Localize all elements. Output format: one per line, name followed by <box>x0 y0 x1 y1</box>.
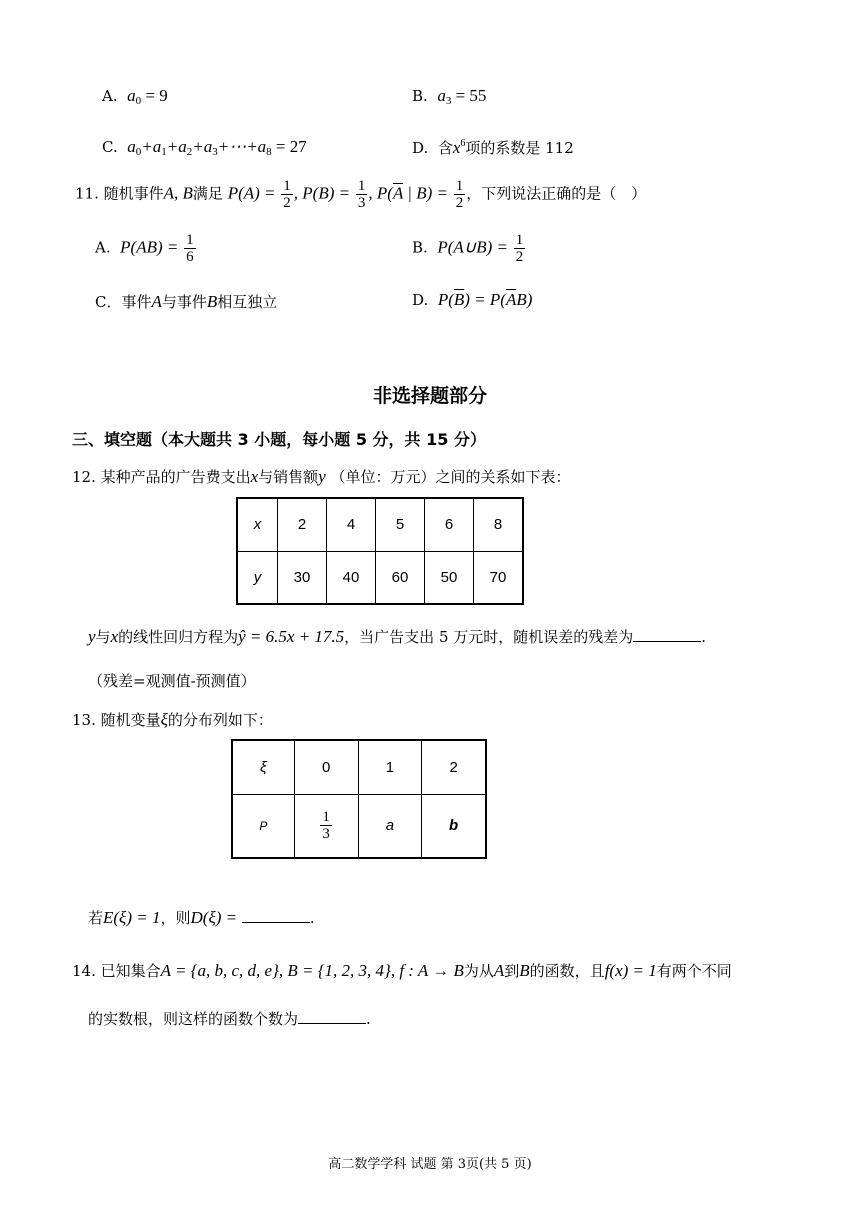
table-row <box>237 551 523 604</box>
section-3-heading: 三、填空题（本大题共 3 小题，每小题 5 分，共 15 分） <box>72 430 486 449</box>
table-cell: 0 <box>294 740 358 794</box>
regression-equation: ŷ = 6.5x + 17.5 <box>238 627 345 646</box>
page-footer: 高二数学学科 试题 第 3页(共 5 页) <box>328 1157 532 1172</box>
table-header-xi: ξ <box>232 740 294 794</box>
table-cell <box>294 794 358 858</box>
q10-option-c: C. $a_0+a_1+a_2+a_3+\cdots+a_8 = 27$ <box>102 137 307 158</box>
fraction: $\frac{1}{2}$ <box>455 178 464 211</box>
table-row <box>232 740 486 794</box>
table-cell: 6 <box>424 498 473 551</box>
table-row <box>237 498 523 551</box>
table-cell: 5 <box>375 498 424 551</box>
table-cell: 8 <box>473 498 523 551</box>
answer-blank <box>242 908 310 923</box>
table-header-y: y <box>237 551 277 604</box>
table-row <box>232 794 486 858</box>
table-cell: 40 <box>326 551 375 604</box>
answer-blank <box>633 627 701 642</box>
answer-blank <box>298 1009 366 1024</box>
q11-stem: 11. 随机事件A, B满足 P(A) = $\frac{1}{2}$ , P(B) = $\frac{1}{3}$ , $P(\overline{A}$ | B) = $\frac{1}{2}$ ，下列说法正确的是（ ） <box>75 178 647 211</box>
q10-option-d: D. 含$x^6$项的系数是 112 <box>412 138 574 157</box>
q12-stem: 12. 某种产品的广告费支出x与销售额y （单位：万元）之间的关系如下表： <box>72 467 571 486</box>
table-cell: 60 <box>375 551 424 604</box>
q13-stem: 13. 随机变量ξ的分布列如下： <box>72 710 273 729</box>
q12-note: （残差=观测值-预测值） <box>88 672 256 690</box>
q14-stem: 14. 已知集合A = {a, b, c, d, e}, B = {1, 2, 3, 4}, f : A → B为从A到B的函数，且f(x) = 1有两个不同 <box>72 961 732 980</box>
fraction: $\frac{1}{6}$ <box>186 232 194 265</box>
fraction: $\frac{1}{2}$ <box>283 178 291 211</box>
table-cell: 50 <box>424 551 473 604</box>
q14-line-2: 的实数根，则这样的函数个数为 . <box>88 1010 371 1028</box>
q11-option-b: B. P(A∪B) = $\frac{1}{2}$ <box>412 232 524 265</box>
q11-option-a: A. P(AB) = $\frac{1}{6}$ <box>95 232 194 265</box>
table-cell: 1 <box>358 740 422 794</box>
q13-distribution-table <box>231 739 487 859</box>
table-cell: 4 <box>326 498 375 551</box>
table-header-p: P <box>232 794 294 858</box>
table-cell: b <box>422 794 486 858</box>
section-title: 非选择题部分 <box>372 385 487 407</box>
q10-option-b: B. $a_3 = 55$ <box>412 86 487 107</box>
q12-regression-line: y与x的线性回归方程为ŷ = 6.5x + 17.5，当广告支出 5 万元时，随机误差的残差为 . <box>88 627 707 646</box>
table-cell: 70 <box>473 551 523 604</box>
fraction: $\frac{1}{2}$ <box>515 232 524 265</box>
table-cell: a <box>358 794 422 858</box>
fraction: $\frac{1}{3}$ <box>322 809 330 843</box>
q10-option-a: A. $a_0 = 9$ <box>102 86 168 107</box>
table-cell: 2 <box>422 740 486 794</box>
table-cell: 30 <box>277 551 326 604</box>
q13-condition: 若E(ξ) = 1，则D(ξ) = . <box>88 908 315 927</box>
fraction: $\frac{1}{3}$ <box>357 178 366 211</box>
q11-option-c: C．事件A与事件B相互独立 <box>95 292 278 311</box>
q11-option-d: D. $P(\overline{B}) = P(\overline{A}B)$ <box>412 290 533 309</box>
q12-data-table <box>236 497 524 605</box>
table-cell: 2 <box>277 498 326 551</box>
table-header-x: x <box>237 498 277 551</box>
